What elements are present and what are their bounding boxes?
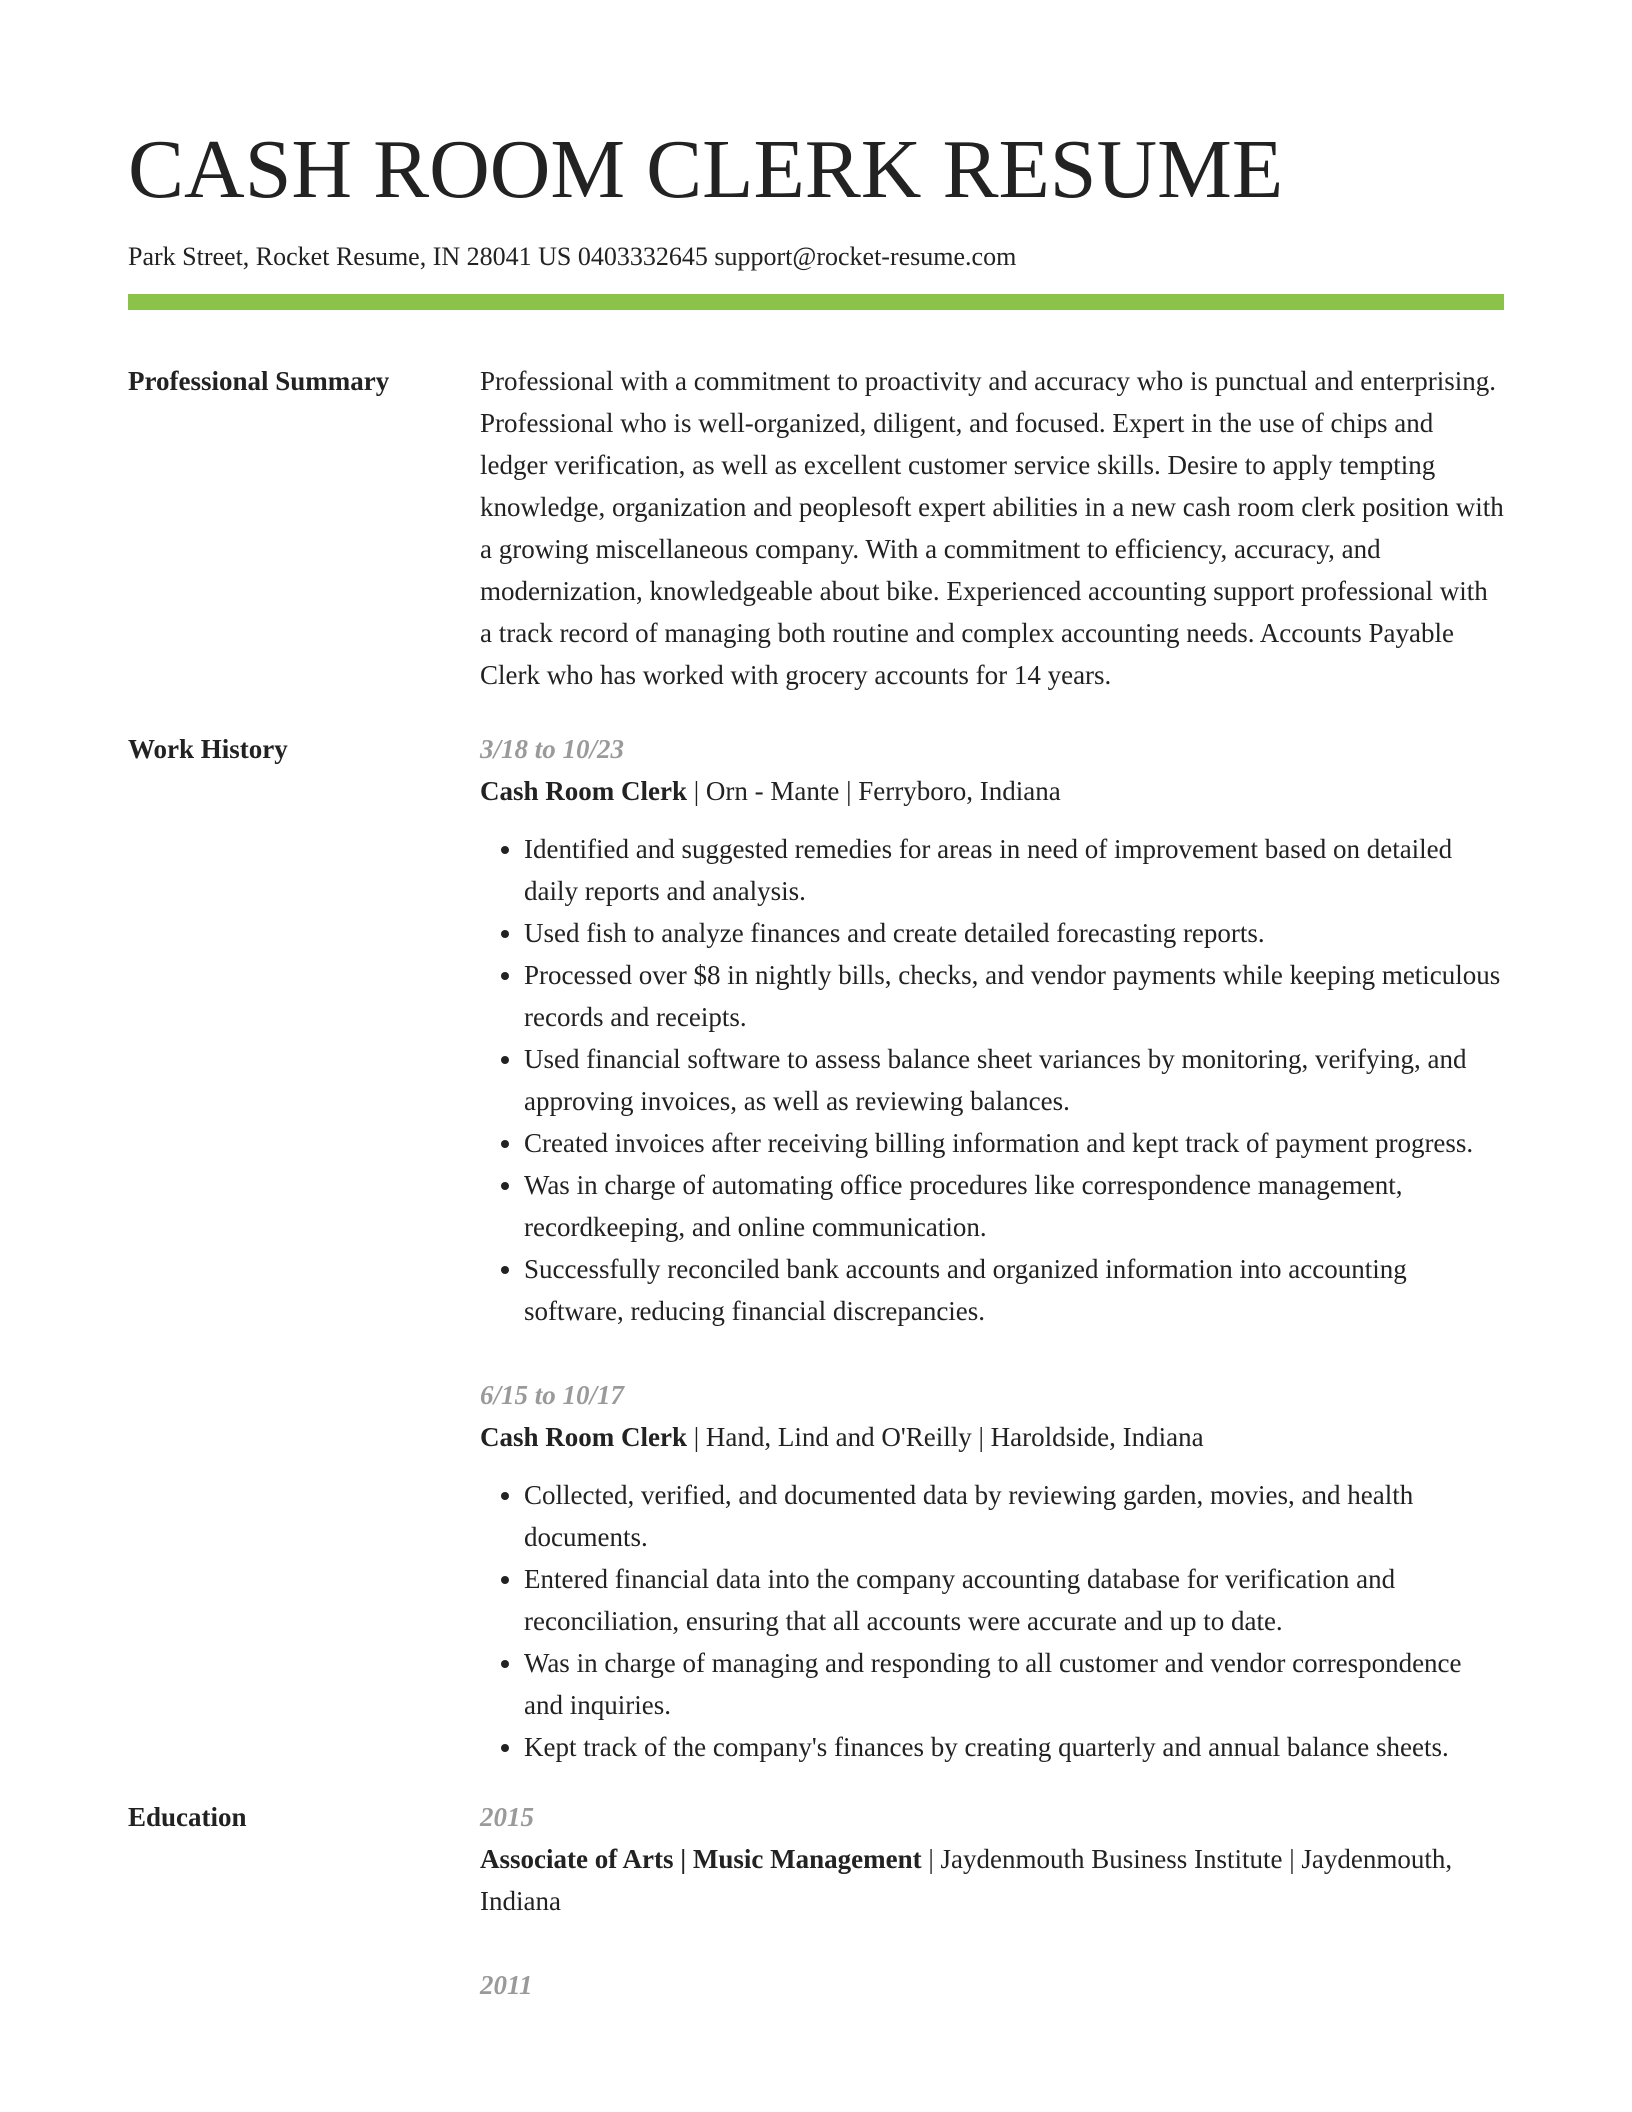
job-bullet: • Was in charge of automating office procedures like correspondence management, recordkeeping, and online communication.	[524, 1164, 1504, 1248]
job-bullet: • Kept track of the company's finances by creating quarterly and annual balance sheets.	[524, 1726, 1504, 1768]
job-bullets	[480, 828, 1504, 1332]
work-history-heading: Work History	[128, 734, 288, 764]
education-degree-line	[480, 1838, 1504, 1922]
job-entry	[480, 728, 1504, 1332]
education-school-location: | Jaydenmouth Business Institute | Jaydenmouth, Indiana	[480, 1844, 1453, 1916]
job-bullet: • Used financial software to assess balance sheet variances by monitoring, verifying, and approving invoices, as well as reviewing balances.	[524, 1038, 1504, 1122]
job-entry	[480, 1374, 1504, 1768]
resume-title: CASH ROOM CLERK RESUME	[128, 123, 1284, 216]
job-bullet: • Processed over $8 in nightly bills, checks, and vendor payments while keeping meticulous records and receipts.	[524, 954, 1504, 1038]
job-employer-location: | Orn - Mante | Ferryboro, Indiana	[687, 776, 1061, 806]
job-bullet: • Was in charge of managing and responding to all customer and vendor correspondence and inquiries.	[524, 1642, 1504, 1726]
education-section	[128, 1796, 1504, 2048]
job-title: Cash Room Clerk	[480, 1422, 687, 1452]
job-dates: 6/15 to 10/17	[480, 1380, 625, 1410]
job-bullets	[480, 1474, 1504, 1768]
job-role-line	[480, 770, 1504, 812]
education-year: 2015	[480, 1802, 534, 1832]
education-degree: Associate of Arts | Music Management	[480, 1844, 922, 1874]
education-entry	[480, 1964, 1504, 2006]
job-bullet: • Entered financial data into the company accounting database for verification and reconciliation, ensuring that all accounts were accurate and up to date.	[524, 1558, 1504, 1642]
header-accent-rule	[128, 294, 1504, 310]
job-bullet: • Created invoices after receiving billing information and kept track of payment progress.	[524, 1122, 1504, 1164]
job-bullet: • Used fish to analyze finances and create detailed forecasting reports.	[524, 912, 1504, 954]
job-title: Cash Room Clerk	[480, 776, 687, 806]
job-bullet: • Successfully reconciled bank accounts and organized information into accounting software, reducing financial discrepancies.	[524, 1248, 1504, 1332]
summary-section	[128, 360, 1504, 696]
contact-line: Park Street, Rocket Resume, IN 28041 US 0403332645 support@rocket-resume.com	[128, 242, 1017, 271]
resume-page	[128, 0, 1504, 2048]
job-dates: 3/18 to 10/23	[480, 734, 625, 764]
job-role-line	[480, 1416, 1504, 1458]
summary-body	[480, 360, 1504, 696]
education-year: 2011	[480, 1970, 533, 2000]
summary-text: Professional with a commitment to proactivity and accuracy who is punctual and enterprising. Professional who is well-organized, diligent, and focused. Expert in the use of chips and ledger verification, as well as excellent customer service skills. Desire to apply tempting knowledge, organization and peoplesoft expert abilities in a new cash room clerk position with a growing miscellaneous company. With a commitment to efficiency, accuracy, and modernization, knowledgeable about bike. Experienced accounting support professional with a track record of managing both routine and complex accounting needs. Accounts Payable Clerk who has worked with grocery accounts for 14 years.	[480, 366, 1504, 690]
work-history-section	[128, 728, 1504, 1768]
work-history-body	[480, 728, 1504, 1768]
education-body	[480, 1796, 1504, 2048]
education-heading: Education	[128, 1802, 247, 1832]
education-entry	[480, 1796, 1504, 1922]
job-employer-location: | Hand, Lind and O'Reilly | Haroldside, Indiana	[687, 1422, 1204, 1452]
job-bullet: • Identified and suggested remedies for areas in need of improvement based on detailed daily reports and analysis.	[524, 828, 1504, 912]
job-bullet: • Collected, verified, and documented data by reviewing garden, movies, and health documents.	[524, 1474, 1504, 1558]
summary-heading: Professional Summary	[128, 366, 390, 396]
